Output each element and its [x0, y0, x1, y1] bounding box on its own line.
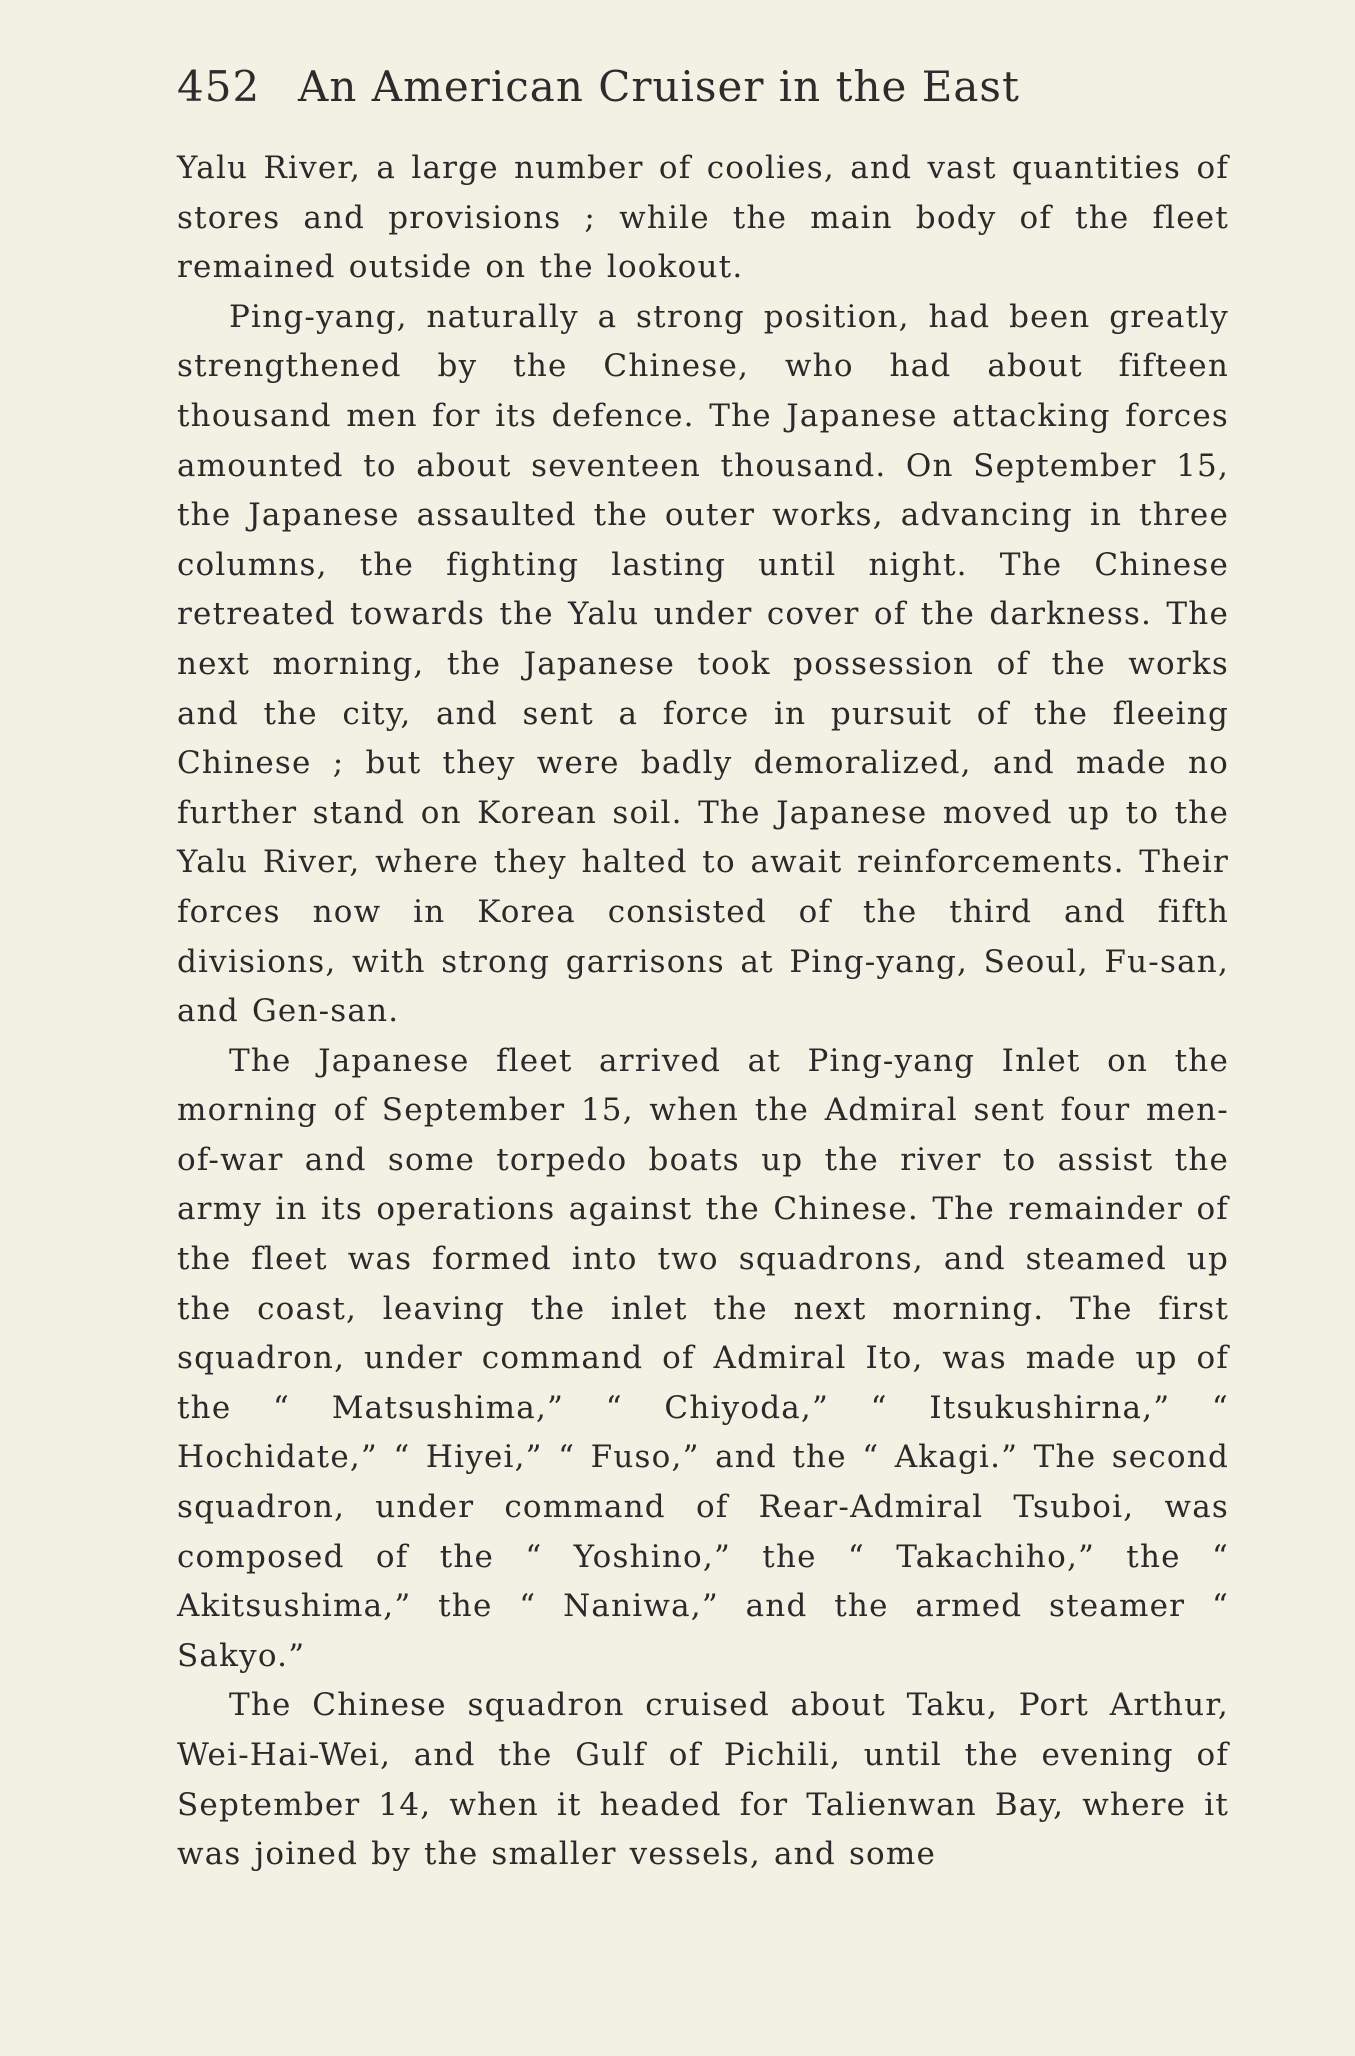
- paragraph: The Japanese fleet arrived at Ping-yang Inlet on the morning of September 15, when the Admiral sent four men-of-war and some torpedo boats up the river to assist the army in its operations against the Chinese. The remainder of the fleet was formed into two squadrons, and steamed up the coast, leaving the inlet the next morning. The first squadron, under command of Admiral Ito, was made up of the “ Matsushima,” “ Chiyoda,” “ Itsukushirna,” “ Hochidate,” “ Hiyei,” “ Fuso,” and the “ Akagi.” The second squadron, under command of Rear-Admiral Tsuboi, was composed of the “ Yoshino,” the “ Takachiho,” the “ Akitsushima,” the “ Naniwa,” and the armed steamer “ Sakyo.”: [177, 1042, 1229, 1674]
- paragraph-continued: Yalu River, a large number of coolies, and vast quantities of stores and provisions ; while the main body of the fleet remained outside on the lookout.: [177, 150, 1229, 286]
- page-number: 452: [177, 62, 261, 111]
- body-text: [177, 144, 1229, 1880]
- running-title: An American Cruiser in the East: [298, 62, 1020, 111]
- paragraph: Ping-yang, naturally a strong position, had been greatly strengthened by the Chinese, who had about fifteen thousand men for its defence. The Japanese attacking forces amounted to about seventeen thousand. On September 15, the Japanese assaulted the outer works, advancing in three columns, the fighting lasting until night. The Chinese retreated towards the Yalu under cover of the darkness. The next morning, the Japanese took possession of the works and the city, and sent a force in pursuit of the fleeing Chinese ; but they were badly demoralized, and made no further stand on Korean soil. The Japanese moved up to the Yalu River, where they halted to await reinforcements. Their forces now in Korea consisted of the third and fifth divisions, with strong garrisons at Ping-yang, Seoul, Fu-san, and Gen-san.: [177, 298, 1229, 1030]
- paragraph: The Chinese squadron cruised about Taku, Port Arthur, Wei-Hai-Wei, and the Gulf of Pichili, until the evening of September 14, when it headed for Talienwan Bay, where it was joined by the smaller vessels, and some: [177, 1687, 1229, 1873]
- running-head: [177, 62, 1229, 132]
- book-page: [177, 62, 1229, 1880]
